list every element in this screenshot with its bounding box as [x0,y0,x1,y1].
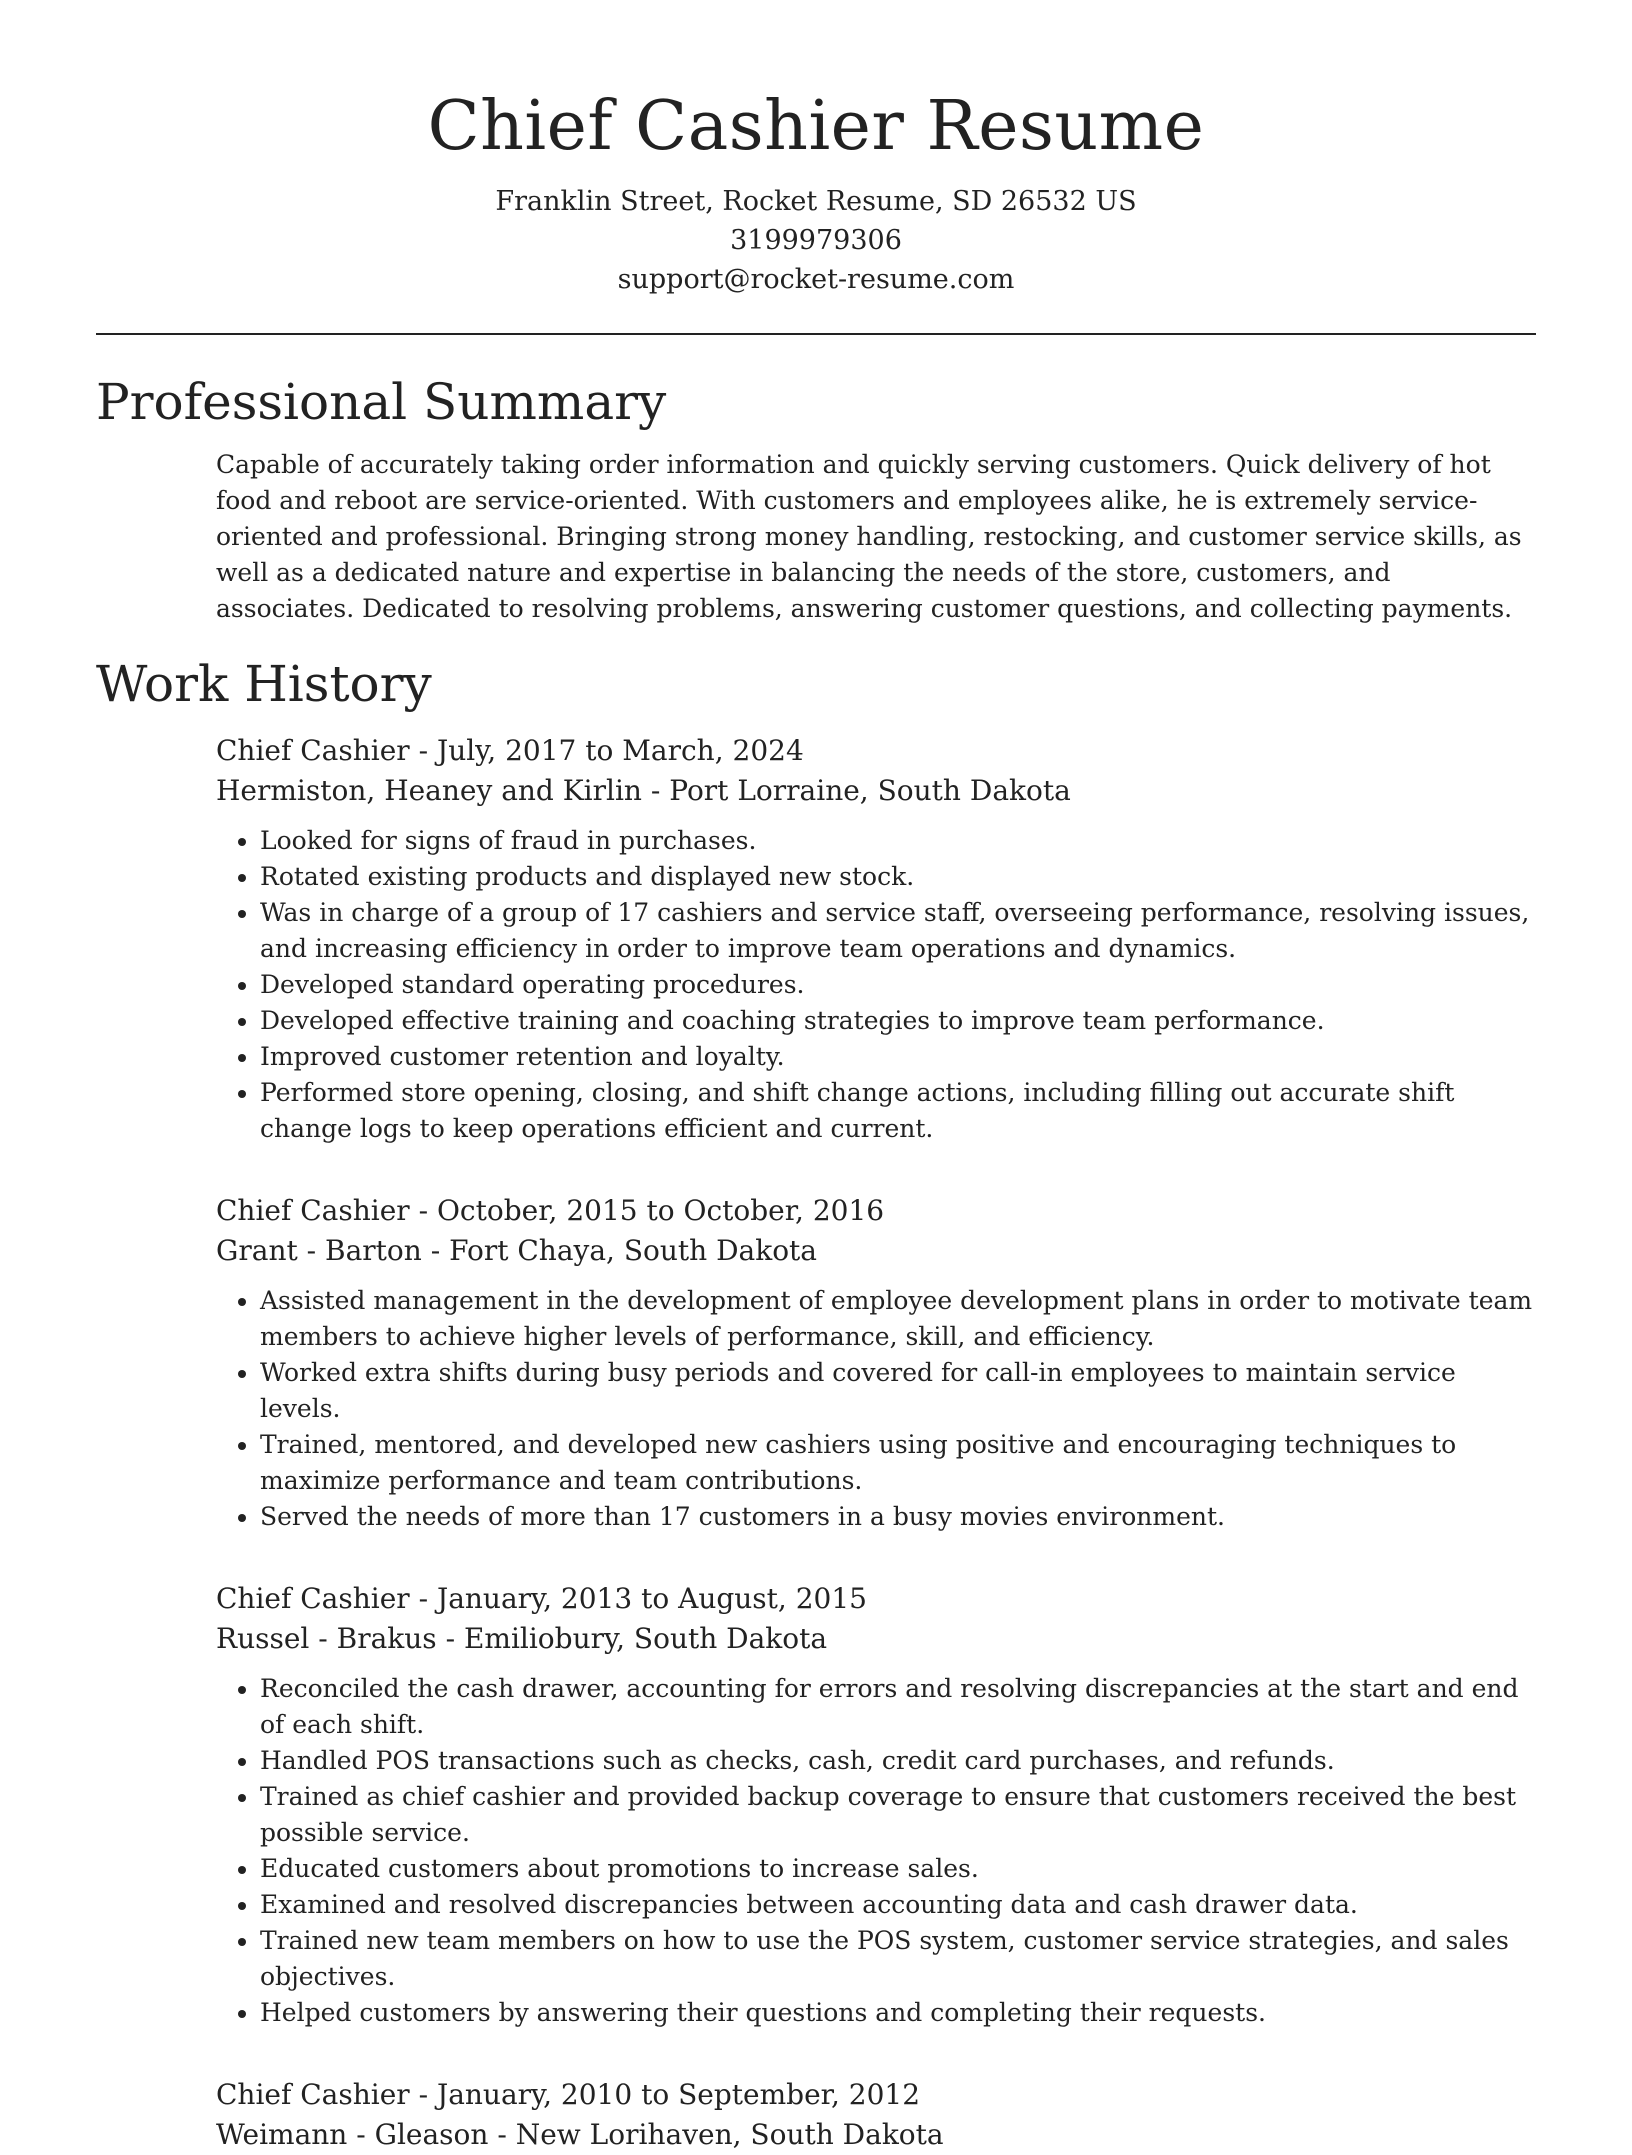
duty-item: • Worked extra shifts during busy periods and covered for call-in employees to maintain service levels. [260,1355,1536,1427]
dash-separator: - [430,1234,450,1267]
job-company-line [216,1231,1536,1271]
company-name: Weimann - Gleason [216,2118,489,2151]
job-dates: July, 2017 to March, 2024 [436,734,804,767]
work-history-heading: Work History [96,655,432,713]
job-duties-list [216,1283,1536,1535]
job-entry [216,2075,1536,2155]
job-role: Chief Cashier [216,734,410,767]
resume-title: Chief Cashier Resume [427,87,1205,166]
job-title-line [216,1579,1536,1619]
duty-item: • Trained new team members on how to use the POS system, customer service strategies, and sales objectives. [260,1923,1536,1995]
address-line: Franklin Street, Rocket Resume, SD 26532 US [495,186,1137,217]
job-dates: January, 2013 to August, 2015 [436,1582,867,1615]
job-company-line [216,2115,1536,2155]
duty-item: • Performed store opening, closing, and shift change actions, including filling out accurate shift change logs to keep operations efficient and current. [260,1075,1536,1147]
company-name: Hermiston, Heaney and Kirlin [216,774,642,807]
header-divider [96,333,1536,335]
job-entry [216,731,1536,1147]
job-duties-list [216,1671,1536,2031]
company-location: Fort Chaya, South Dakota [449,1234,818,1267]
duty-item: • Rotated existing products and displayed new stock. [260,859,1536,895]
duty-item: • Developed effective training and coaching strategies to improve team performance. [260,1003,1536,1039]
job-dates: January, 2010 to September, 2012 [436,2078,921,2111]
summary-text: Capable of accurately taking order information and quickly serving customers. Quick delivery of hot food and reboot are service-oriented. With customers and employees alike, he is extremely service-oriented and professional. Bringing strong money handling, restocking, and customer service skills, as well as a dedicated nature and expertise in balancing the needs of the store, customers, and associates. Dedicated to resolving problems, answering customer questions, and collecting payments. [216,450,1522,623]
company-location: Port Lorraine, South Dakota [669,774,1071,807]
dash-separator: - [445,1622,464,1655]
dash-separator: - [418,1194,437,1227]
company-location: Emiliobury, South Dakota [463,1622,828,1655]
duty-item: • Served the needs of more than 17 customers in a busy movies environment. [260,1499,1536,1535]
resume-header [96,0,1536,299]
job-company-line [216,771,1536,811]
duty-item: • Handled POS transactions such as checks, cash, credit card purchases, and refunds. [260,1743,1536,1779]
company-name: Russel - Brakus [216,1622,437,1655]
summary-heading: Professional Summary [96,373,667,431]
dash-separator: - [418,2078,437,2111]
phone-line: 3199979306 [730,225,902,256]
job-title-line [216,2075,1536,2115]
duty-item: • Examined and resolved discrepancies between accounting data and cash drawer data. [260,1887,1536,1923]
email-line: support@rocket-resume.com [617,264,1015,295]
job-company-line [216,1619,1536,1659]
duty-item: • Improved customer retention and loyalty. [260,1039,1536,1075]
duty-item: • Was in charge of a group of 17 cashiers and service staff, overseeing performance, resolving issues, and increasing efficiency in order to improve team operations and dynamics. [260,895,1536,967]
job-title-line [216,731,1536,771]
job-entry [216,1191,1536,1535]
company-location: New Lorihaven, South Dakota [515,2118,944,2151]
duty-item: • Trained, mentored, and developed new cashiers using positive and encouraging techniques to maximize performance and team contributions. [260,1427,1536,1499]
job-title-line [216,1191,1536,1231]
job-entry [216,1579,1536,2031]
job-dates: October, 2015 to October, 2016 [436,1194,885,1227]
duty-item: • Helped customers by answering their questions and completing their requests. [260,1995,1536,2031]
job-role: Chief Cashier [216,2078,410,2111]
dash-separator: - [418,734,437,767]
duty-item: • Assisted management in the development of employee development plans in order to motivate team members to achieve higher levels of performance, skill, and efficiency. [260,1283,1536,1355]
dash-separator: - [497,2118,516,2151]
duty-item: • Reconciled the cash drawer, accounting for errors and resolving discrepancies at the start and end of each shift. [260,1671,1536,1743]
job-role: Chief Cashier [216,1582,410,1615]
dash-separator: - [418,1582,437,1615]
job-role: Chief Cashier [216,1194,410,1227]
duty-item: • Developed standard operating procedures. [260,967,1536,1003]
contact-block [96,182,1536,299]
duty-item: • Looked for signs of fraud in purchases. [260,823,1536,859]
duty-item: • Educated customers about promotions to increase sales. [260,1851,1536,1887]
resume-page [96,0,1536,2155]
job-duties-list [216,823,1536,1147]
company-name: Grant - Barton [216,1234,422,1267]
duty-item: • Trained as chief cashier and provided backup coverage to ensure that customers received the best possible service. [260,1779,1536,1851]
dash-separator: - [650,774,670,807]
